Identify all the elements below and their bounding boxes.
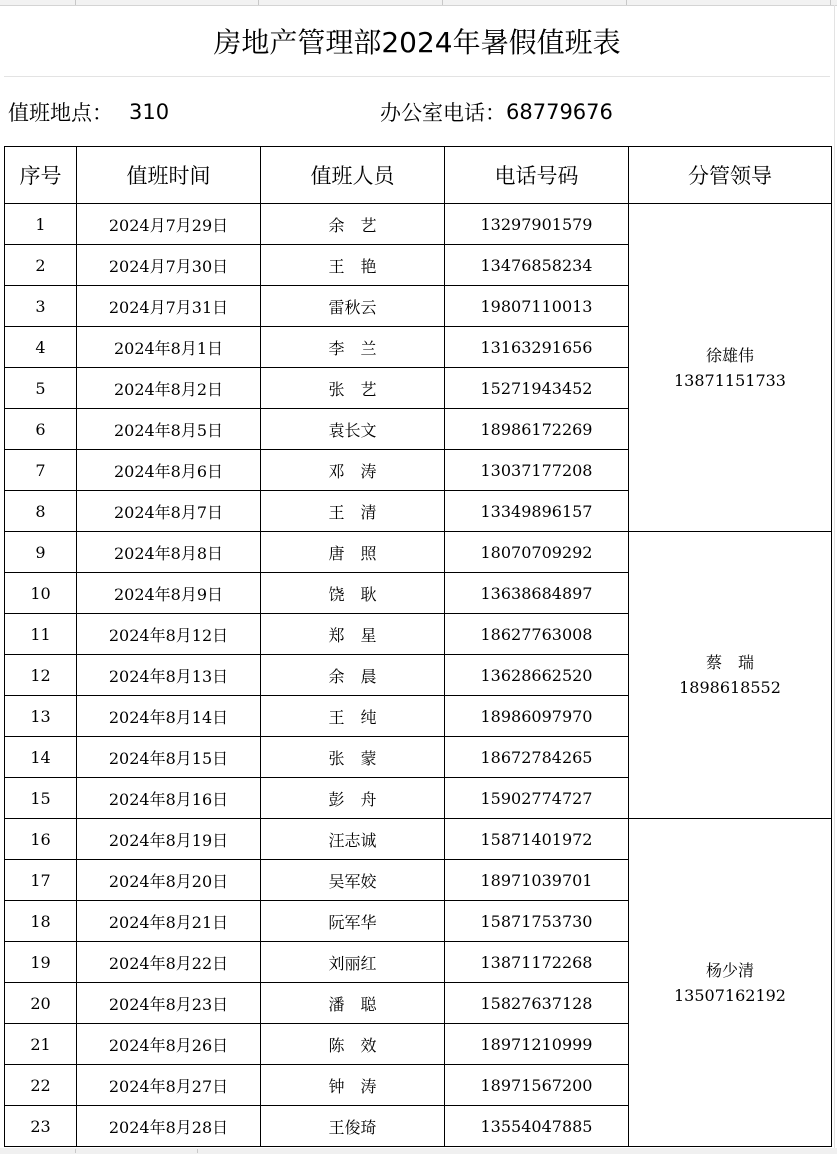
- sheet-gridline: [4, 76, 830, 77]
- cell-duty-date: 2024年8月27日: [77, 1065, 261, 1106]
- cell-duty-date: 2024年8月13日: [77, 655, 261, 696]
- cell-phone-number: 19807110013: [445, 286, 629, 327]
- cell-duty-date: 2024年8月16日: [77, 778, 261, 819]
- header-supervising-leader: 分管领导: [629, 147, 832, 204]
- cell-phone-number: 18672784265: [445, 737, 629, 778]
- header-duty-staff: 值班人员: [261, 147, 445, 204]
- cell-phone-number: 13349896157: [445, 491, 629, 532]
- cell-duty-date: 2024年8月22日: [77, 942, 261, 983]
- cell-duty-staff: 王俊琦: [261, 1106, 445, 1147]
- cell-phone-number: 13638684897: [445, 573, 629, 614]
- table-body: [5, 204, 832, 1147]
- cell-serial-number: 5: [5, 368, 77, 409]
- cell-serial-number: 8: [5, 491, 77, 532]
- page-title: 房地产管理部2024年暑假值班表: [213, 26, 621, 59]
- sheet-gridline: [834, 5, 835, 1154]
- cell-duty-date: 2024年8月7日: [77, 491, 261, 532]
- cell-duty-date: 2024年8月14日: [77, 696, 261, 737]
- cell-serial-number: 21: [5, 1024, 77, 1065]
- cell-serial-number: 22: [5, 1065, 77, 1106]
- cell-serial-number: 12: [5, 655, 77, 696]
- header-serial-number: 序号: [5, 147, 77, 204]
- cell-phone-number: 15871753730: [445, 901, 629, 942]
- cell-phone-number: 18971567200: [445, 1065, 629, 1106]
- cell-duty-staff: 陈 效: [261, 1024, 445, 1065]
- cell-duty-staff: 邓 涛: [261, 450, 445, 491]
- cell-serial-number: 17: [5, 860, 77, 901]
- cell-serial-number: 6: [5, 409, 77, 450]
- leader-phone: 13507162192: [674, 985, 786, 1005]
- header-duty-date: 值班时间: [77, 147, 261, 204]
- cell-duty-staff: 彭 舟: [261, 778, 445, 819]
- cell-serial-number: 18: [5, 901, 77, 942]
- cell-duty-date: 2024月7月31日: [77, 286, 261, 327]
- cell-serial-number: 3: [5, 286, 77, 327]
- cell-duty-date: 2024月7月30日: [77, 245, 261, 286]
- cell-duty-date: 2024年8月20日: [77, 860, 261, 901]
- cell-supervising-leader: [629, 532, 832, 819]
- cell-duty-date: 2024月7月29日: [77, 204, 261, 245]
- cell-phone-number: 13163291656: [445, 327, 629, 368]
- cell-serial-number: 15: [5, 778, 77, 819]
- cell-phone-number: 15902774727: [445, 778, 629, 819]
- leader-phone: 1898618552: [679, 678, 781, 697]
- cell-duty-staff: 雷秋云: [261, 286, 445, 327]
- cell-duty-date: 2024年8月6日: [77, 450, 261, 491]
- cell-duty-date: 2024年8月8日: [77, 532, 261, 573]
- cell-phone-number: 15827637128: [445, 983, 629, 1024]
- cell-duty-staff: 袁长文: [261, 409, 445, 450]
- cell-duty-date: 2024年8月2日: [77, 368, 261, 409]
- cell-duty-staff: 余 艺: [261, 204, 445, 245]
- cell-duty-staff: 潘 聪: [261, 983, 445, 1024]
- cell-duty-staff: 刘丽红: [261, 942, 445, 983]
- cell-serial-number: 2: [5, 245, 77, 286]
- cell-phone-number: 18971039701: [445, 860, 629, 901]
- table-row: [5, 532, 832, 573]
- cell-serial-number: 11: [5, 614, 77, 655]
- cell-duty-staff: 唐 照: [261, 532, 445, 573]
- cell-duty-date: 2024年8月21日: [77, 901, 261, 942]
- leader-phone: 13871151733: [674, 370, 786, 390]
- cell-phone-number: 13554047885: [445, 1106, 629, 1147]
- table-row: [5, 204, 832, 245]
- cell-supervising-leader: [629, 204, 832, 532]
- cell-duty-staff: 张 艺: [261, 368, 445, 409]
- leader-name: 蔡 瑞: [705, 653, 754, 672]
- cell-duty-staff: 阮军华: [261, 901, 445, 942]
- cell-serial-number: 9: [5, 532, 77, 573]
- cell-duty-staff: 郑 星: [261, 614, 445, 655]
- cell-duty-staff: 王 艳: [261, 245, 445, 286]
- cell-phone-number: 13297901579: [445, 204, 629, 245]
- cell-phone-number: 15871401972: [445, 819, 629, 860]
- cell-serial-number: 1: [5, 204, 77, 245]
- cell-phone-number: 13628662520: [445, 655, 629, 696]
- table-row: [5, 819, 832, 860]
- duty-roster-table: [4, 146, 832, 1147]
- cell-duty-date: 2024年8月23日: [77, 983, 261, 1024]
- cell-duty-staff: 钟 涛: [261, 1065, 445, 1106]
- office-phone-value: 68779676: [506, 100, 613, 124]
- cell-supervising-leader: [629, 819, 832, 1147]
- cell-duty-date: 2024年8月5日: [77, 409, 261, 450]
- cell-serial-number: 4: [5, 327, 77, 368]
- sheet-bottom-strip: [0, 1148, 837, 1154]
- cell-duty-date: 2024年8月28日: [77, 1106, 261, 1147]
- cell-phone-number: 15271943452: [445, 368, 629, 409]
- cell-duty-date: 2024年8月19日: [77, 819, 261, 860]
- leader-name: 徐雄伟: [705, 345, 754, 365]
- office-phone-label: 办公室电话：: [380, 101, 506, 125]
- cell-duty-date: 2024年8月12日: [77, 614, 261, 655]
- cell-duty-date: 2024年8月1日: [77, 327, 261, 368]
- duty-location-value: 310: [129, 100, 170, 124]
- cell-serial-number: 13: [5, 696, 77, 737]
- cell-phone-number: 13476858234: [445, 245, 629, 286]
- cell-serial-number: 16: [5, 819, 77, 860]
- cell-serial-number: 7: [5, 450, 77, 491]
- cell-phone-number: 18627763008: [445, 614, 629, 655]
- cell-duty-staff: 张 蒙: [261, 737, 445, 778]
- cell-serial-number: 10: [5, 573, 77, 614]
- cell-serial-number: 19: [5, 942, 77, 983]
- cell-phone-number: 18070709292: [445, 532, 629, 573]
- cell-phone-number: 18986097970: [445, 696, 629, 737]
- duty-location-label: 值班地点：: [8, 101, 113, 125]
- cell-duty-date: 2024年8月15日: [77, 737, 261, 778]
- cell-duty-staff: 汪志诚: [261, 819, 445, 860]
- cell-duty-date: 2024年8月26日: [77, 1024, 261, 1065]
- cell-duty-staff: 饶 耿: [261, 573, 445, 614]
- cell-phone-number: 13037177208: [445, 450, 629, 491]
- cell-serial-number: 20: [5, 983, 77, 1024]
- cell-duty-date: 2024年8月9日: [77, 573, 261, 614]
- cell-duty-staff: 吴军姣: [261, 860, 445, 901]
- cell-phone-number: 18986172269: [445, 409, 629, 450]
- header-phone-number: 电话号码: [445, 147, 629, 204]
- cell-serial-number: 14: [5, 737, 77, 778]
- table-header-row: [5, 147, 832, 204]
- cell-duty-staff: 王 清: [261, 491, 445, 532]
- cell-phone-number: 13871172268: [445, 942, 629, 983]
- office-phone: [380, 92, 613, 132]
- duty-location: [8, 92, 169, 132]
- cell-duty-staff: 王 纯: [261, 696, 445, 737]
- cell-duty-staff: 李 兰: [261, 327, 445, 368]
- cell-phone-number: 18971210999: [445, 1024, 629, 1065]
- leader-name: 杨少清: [705, 960, 754, 980]
- cell-duty-staff: 余 晨: [261, 655, 445, 696]
- cell-serial-number: 23: [5, 1106, 77, 1147]
